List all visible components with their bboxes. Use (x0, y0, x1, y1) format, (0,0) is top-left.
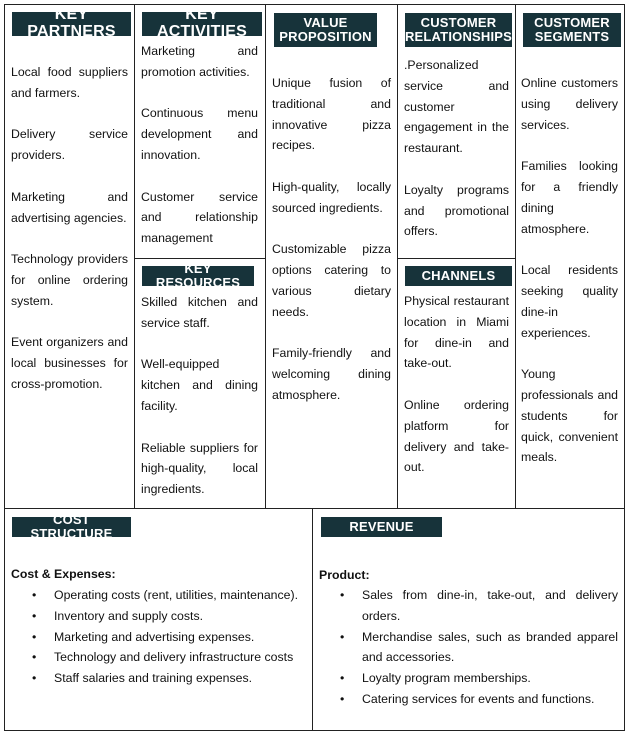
list-item: Local food suppliers and farmers. (11, 65, 128, 100)
list-item: Technology providers for online ordering system. (11, 252, 128, 308)
divider (397, 4, 398, 508)
list-item: Continuous menu development and innovation. (141, 106, 258, 162)
list-item: Families looking for a friendly dining atmosphere. (521, 159, 618, 236)
list-item: Unique fusion of traditional and innovative pizza recipes. (272, 76, 391, 153)
key-activities-title: KEY ACTIVITIES (142, 12, 262, 36)
list-item: Online ordering platform for delivery and take-out. (404, 397, 509, 475)
list-item: Customizable pizza options catering to various dietary needs. (272, 242, 391, 319)
revenue-label: Product: (319, 568, 370, 582)
title-line: PROPOSITION (279, 29, 372, 44)
list-item: Family-friendly and welcoming dining atmosphere. (272, 346, 391, 402)
title-line: RELATIONSHIPS (404, 29, 513, 44)
customer-relationships-title (405, 13, 512, 47)
title-line: SEGMENTS (534, 29, 610, 44)
list-item: • Sales from dine-in, take-out, and delivery orders. (362, 585, 618, 627)
key-resources-list (141, 292, 258, 521)
revenue-title: REVENUE (321, 517, 442, 537)
divider (312, 508, 313, 731)
list-item: • Staff salaries and training expenses. (54, 668, 304, 689)
list-item: Well-equipped kitchen and dining facility. (141, 357, 258, 413)
list-item: • Inventory and supply costs. (54, 606, 304, 627)
list-item: Skilled kitchen and service staff. (141, 295, 258, 330)
value-proposition-title (274, 13, 377, 47)
key-resources-title: KEY RESOURCES (142, 266, 254, 286)
title-line: CUSTOMER (420, 15, 497, 31)
list-item: Local residents seeking quality dine-in experiences. (521, 263, 618, 340)
divider (265, 4, 266, 508)
divider (515, 4, 516, 508)
list-item: • Operating costs (rent, utilities, maintenance). (54, 585, 304, 606)
revenue-list (362, 585, 618, 710)
title-line: CUSTOMER (534, 15, 610, 31)
list-item: • Technology and delivery infrastructure costs (54, 647, 304, 668)
list-item: Online customers using delivery services. (521, 76, 618, 132)
list-item: .Personalized service and customer engagement in the restaurant. (404, 58, 509, 156)
key-activities-list (141, 41, 258, 270)
channels-title: CHANNELS (405, 266, 512, 286)
customer-segments-list (521, 73, 618, 489)
title-line: VALUE (303, 15, 348, 31)
list-item: Loyalty programs and promotional offers. (404, 182, 509, 239)
list-item: Customer service and relationship management (141, 189, 258, 246)
list-item: Reliable suppliers for high-quality, local ingredients. (141, 440, 258, 497)
list-item: Delivery service providers. (11, 127, 128, 163)
customer-relationships-list (404, 55, 509, 263)
list-item: Event organizers and local businesses for cross-promotion. (11, 335, 128, 391)
key-partners-title: KEY PARTNERS (12, 12, 131, 36)
list-item: • Loyalty program memberships. (362, 668, 618, 689)
channels-list (404, 291, 509, 499)
list-item: Young professionals and students for quick, convenient meals. (521, 367, 618, 465)
key-partners-list (11, 62, 128, 416)
customer-segments-title (523, 13, 621, 47)
cost-structure-title: COST STRUCTURE (12, 517, 131, 537)
divider (4, 508, 625, 509)
list-item: • Marketing and advertising expenses. (54, 627, 304, 648)
cost-structure-label: Cost & Expenses: (11, 567, 116, 581)
list-item: Physical restaurant location in Miami for dine-in and take-out. (404, 294, 509, 371)
list-item: Marketing and advertising agencies. (11, 189, 128, 225)
list-item: Marketing and promotion activities. (141, 44, 258, 79)
list-item: • Catering services for events and functions. (362, 689, 618, 710)
list-item: • Merchandise sales, such as branded apparel and accessories. (362, 627, 618, 669)
list-item: High-quality, locally sourced ingredients. (272, 179, 391, 215)
value-proposition-list (272, 73, 391, 427)
divider (134, 4, 135, 508)
cost-structure-list (54, 585, 304, 689)
